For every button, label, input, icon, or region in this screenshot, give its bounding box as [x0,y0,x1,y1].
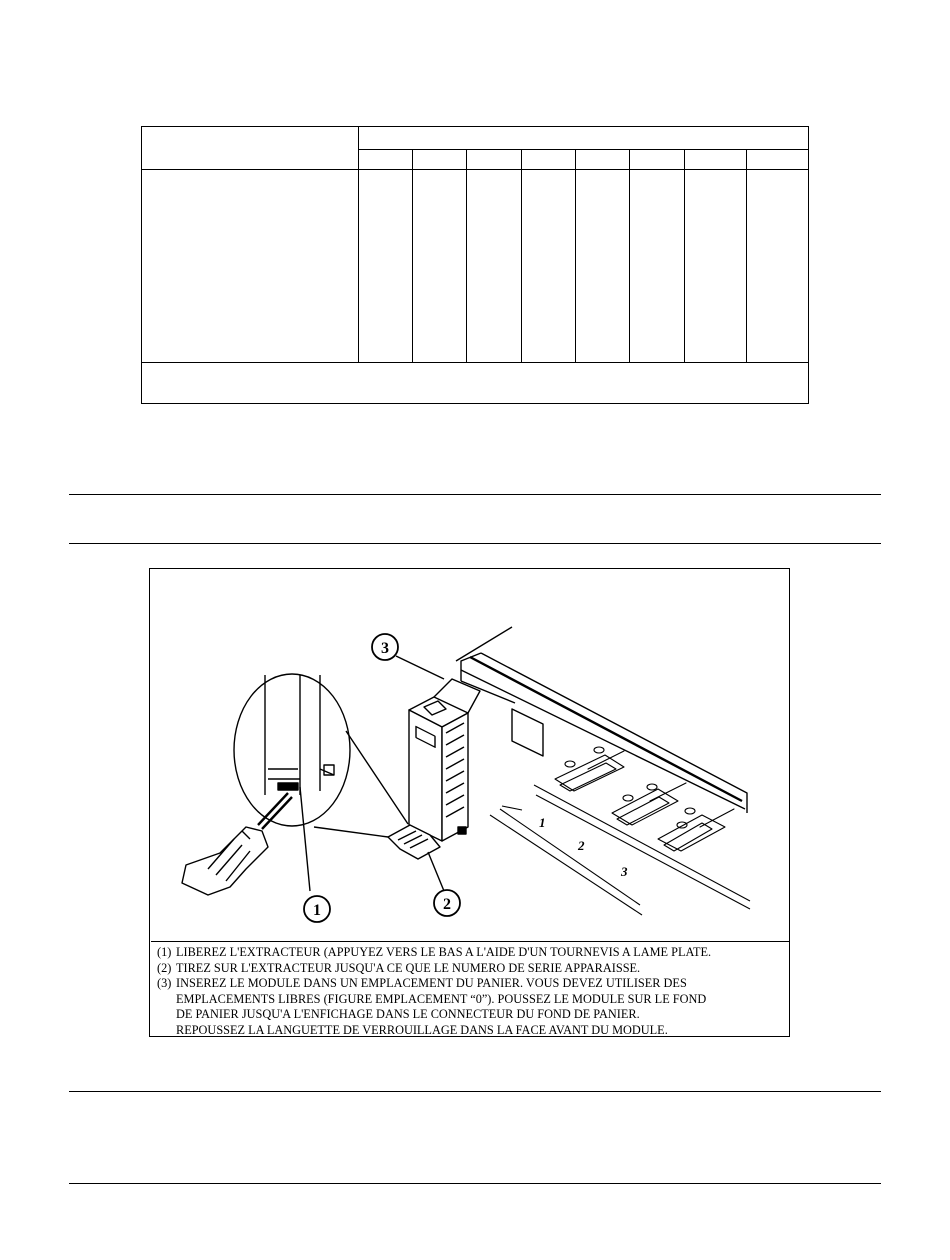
module-insertion-illustration [150,569,788,939]
slot-number-2: 2 [578,838,585,853]
slot-number-3: 3 [621,864,628,879]
callout-3: 3 [381,640,389,657]
caption-line: REPOUSSEZ LA LANGUETTE DE VERROUILLAGE DANS LA FACE AVANT DU MODULE. [176,1022,668,1037]
section-rule [69,543,881,544]
caption-line: (2) TIREZ SUR L'EXTRACTEUR JUSQU'A CE QUE LE NUMERO DE SERIE APPARAISSE. [157,960,641,975]
section-rule [69,1091,881,1092]
section-rule [69,1183,881,1184]
callout-2: 2 [443,896,451,913]
spec-table [0,0,950,420]
caption-line: (1) LIBEREZ L'EXTRACTEUR (APPUYEZ VERS LE BAS A L'AIDE D'UN TOURNEVIS A LAME PLATE. [157,945,712,959]
caption-line: EMPLACEMENTS LIBRES (FIGURE EMPLACEMENT “0”). POUSSEZ LE MODULE SUR LE FOND [176,991,707,1006]
section-rule [69,494,881,495]
slot-number-1: 1 [539,815,546,830]
callout-1: 1 [313,902,321,919]
caption-line: DE PANIER JUSQU'A L'ENFICHAGE DANS LE CONNECTEUR DU FOND DE PANIER. [176,1007,640,1022]
figure-caption [151,941,789,1036]
caption-line: (3) INSEREZ LE MODULE DANS UN EMPLACEMENT DU PANIER. VOUS DEVEZ UTILISER DES [157,976,687,991]
